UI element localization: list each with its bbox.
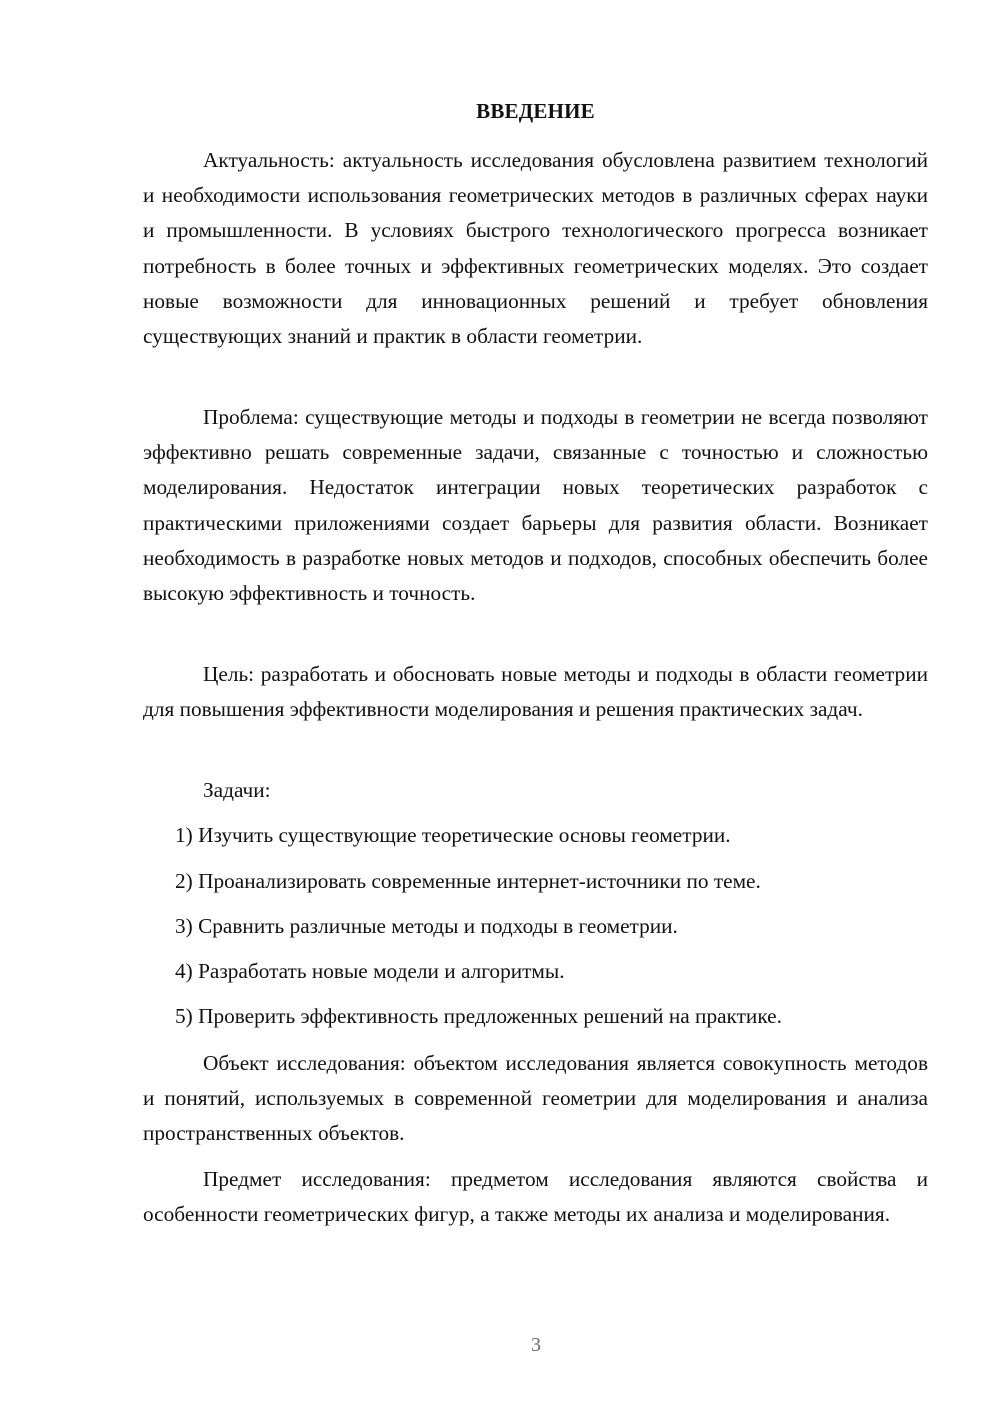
paragraph-goal: Цель: разработать и обосновать новые методы и подходы в области геометрии для повышения эффективности моделирования и решения практических задач. bbox=[143, 662, 928, 722]
task-item-2: 2) Проанализировать современные интернет-источники по теме. bbox=[175, 869, 761, 893]
paragraph-relevance: Актуальность: актуальность исследования обусловлена развитием технологий и необходимости использования геометрических методов в различных сферах науки и промышленности. В условиях быстрого технологического прогресса возникает потребность в более точных и эффективных геометрических моделях. Это создает новые возможности для инновационных решений и требует обновления существующих знаний и практик в области геометрии. bbox=[143, 148, 928, 349]
task-item-5: 5) Проверить эффективность предложенных решений на практике. bbox=[175, 1004, 782, 1028]
paragraph-object: Объект исследования: объектом исследования является совокупность методов и понятий, используемых в современной геометрии для моделирования и анализа пространственных объектов. bbox=[143, 1051, 928, 1146]
tasks-heading: Задачи: bbox=[203, 778, 271, 802]
section-heading: ВВЕДЕНИЕ bbox=[476, 99, 595, 123]
paragraph-subject: Предмет исследования: предметом исследования являются свойства и особенности геометрических фигур, а также методы их анализа и моделирования. bbox=[143, 1167, 928, 1227]
page-number: 3 bbox=[531, 1334, 541, 1356]
task-item-4: 4) Разработать новые модели и алгоритмы. bbox=[175, 959, 565, 983]
task-item-1: 1) Изучить существующие теоретические основы геометрии. bbox=[175, 823, 731, 847]
paragraph-problem: Проблема: существующие методы и подходы в геометрии не всегда позволяют эффективно решать современные задачи, связанные с точностью и сложностью моделирования. Недостаток интеграции новых теоретических разработок с практическими приложениями создает барьеры для развития области. Возникает необходимость в разработке новых методов и подходов, способных обеспечить более высокую эффективность и точность. bbox=[143, 405, 928, 606]
task-item-3: 3) Сравнить различные методы и подходы в геометрии. bbox=[175, 914, 678, 938]
